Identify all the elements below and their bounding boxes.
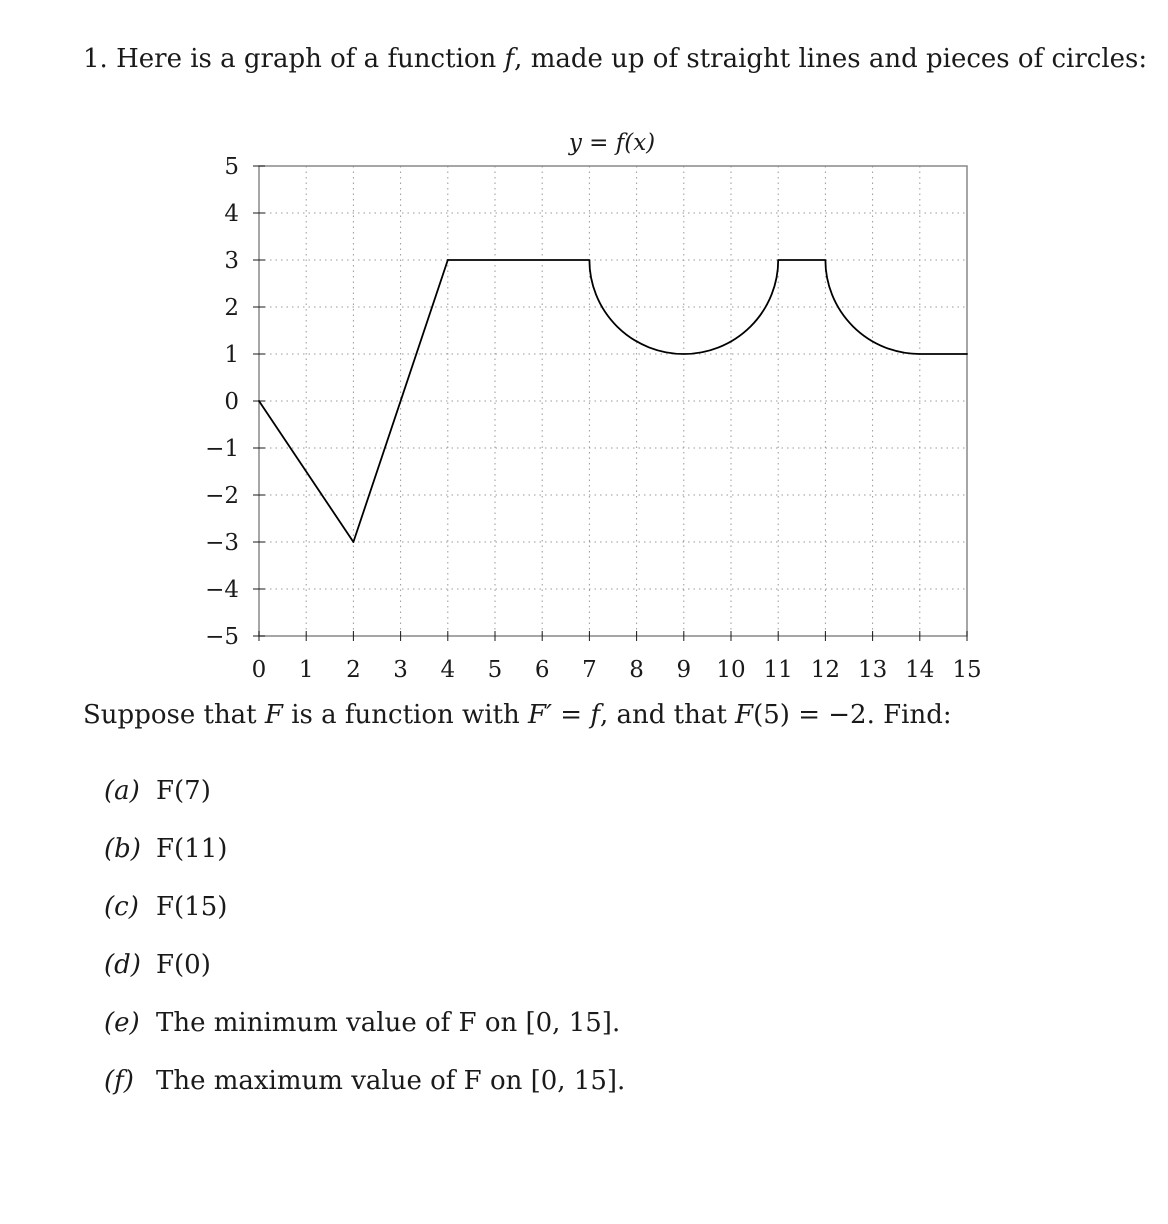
question-part	[104, 776, 625, 834]
y-tick-label: 5	[224, 154, 239, 180]
part-label: (f)	[104, 1066, 134, 1096]
suppose-text: (5) = −2. Find:	[753, 700, 952, 730]
problem-number: 1.	[83, 44, 108, 74]
part-label: (d)	[104, 950, 141, 980]
part-text: The minimum value of F on [0, 15].	[156, 1008, 621, 1038]
part-label: (c)	[104, 892, 139, 922]
part-text: F(11)	[156, 834, 228, 864]
x-tick-label: 8	[629, 657, 644, 683]
part-label: (a)	[104, 776, 140, 806]
plot-frame	[259, 166, 967, 636]
x-tick-label: 9	[676, 657, 692, 683]
intro-text: Here is a graph of a function	[116, 44, 505, 74]
y-tick-label: −5	[205, 624, 239, 650]
part-text: F(0)	[156, 950, 211, 980]
curve-segment	[353, 260, 447, 542]
x-tick-label: 13	[857, 657, 888, 683]
question-part	[104, 834, 625, 892]
function-curve	[259, 260, 967, 542]
y-tick-label: −1	[205, 436, 239, 462]
antiderivative-name: F	[735, 700, 754, 730]
curve-arc	[825, 260, 919, 354]
question-part	[104, 950, 625, 1008]
x-axis-labels	[252, 657, 982, 683]
x-tick-label: 7	[582, 657, 597, 683]
question-parts	[104, 776, 625, 1124]
part-text: F(7)	[156, 776, 211, 806]
suppose-text: =	[552, 700, 591, 730]
grid	[259, 166, 967, 636]
derivative-name: F′	[528, 700, 552, 730]
x-tick-label: 12	[810, 657, 841, 683]
part-label: (e)	[104, 1008, 140, 1038]
x-tick-label: 11	[763, 657, 793, 683]
chart-title: y = f(x)	[568, 130, 656, 156]
suppose-text: is a function with	[282, 700, 529, 730]
y-tick-label: 3	[224, 248, 239, 274]
question-part	[104, 1008, 625, 1066]
suppose-statement	[83, 700, 952, 730]
x-tick-label: 14	[905, 657, 935, 683]
x-tick-label: 4	[440, 657, 456, 683]
x-tick-label: 0	[251, 657, 267, 683]
axis-ticks	[253, 166, 967, 641]
y-axis-labels	[205, 154, 239, 650]
intro-function-name: f	[504, 44, 515, 74]
x-tick-label: 3	[393, 657, 408, 683]
antiderivative-name: F	[264, 700, 283, 730]
y-tick-label: −2	[205, 483, 239, 509]
y-tick-label: −3	[205, 530, 239, 556]
part-text: F(15)	[156, 892, 228, 922]
suppose-text: , and that	[599, 700, 736, 730]
suppose-text: Suppose that	[83, 700, 265, 730]
x-tick-label: 15	[952, 657, 982, 683]
y-tick-label: 0	[224, 389, 239, 415]
x-tick-label: 2	[346, 657, 361, 683]
y-tick-label: 2	[224, 295, 239, 321]
x-tick-label: 10	[716, 657, 746, 683]
y-tick-label: −4	[205, 577, 239, 603]
part-text: The maximum value of F on [0, 15].	[156, 1066, 626, 1096]
question-part	[104, 1066, 625, 1124]
intro-text-end: , made up of straight lines and pieces of circles:	[514, 44, 1148, 74]
x-tick-label: 6	[534, 657, 550, 683]
curve-segment	[259, 401, 353, 542]
function-name: f	[590, 700, 600, 730]
part-label: (b)	[104, 834, 141, 864]
x-tick-label: 5	[487, 657, 503, 683]
y-tick-label: 4	[224, 201, 239, 227]
question-part	[104, 892, 625, 950]
y-tick-label: 1	[224, 342, 239, 368]
x-tick-label: 1	[298, 657, 314, 683]
